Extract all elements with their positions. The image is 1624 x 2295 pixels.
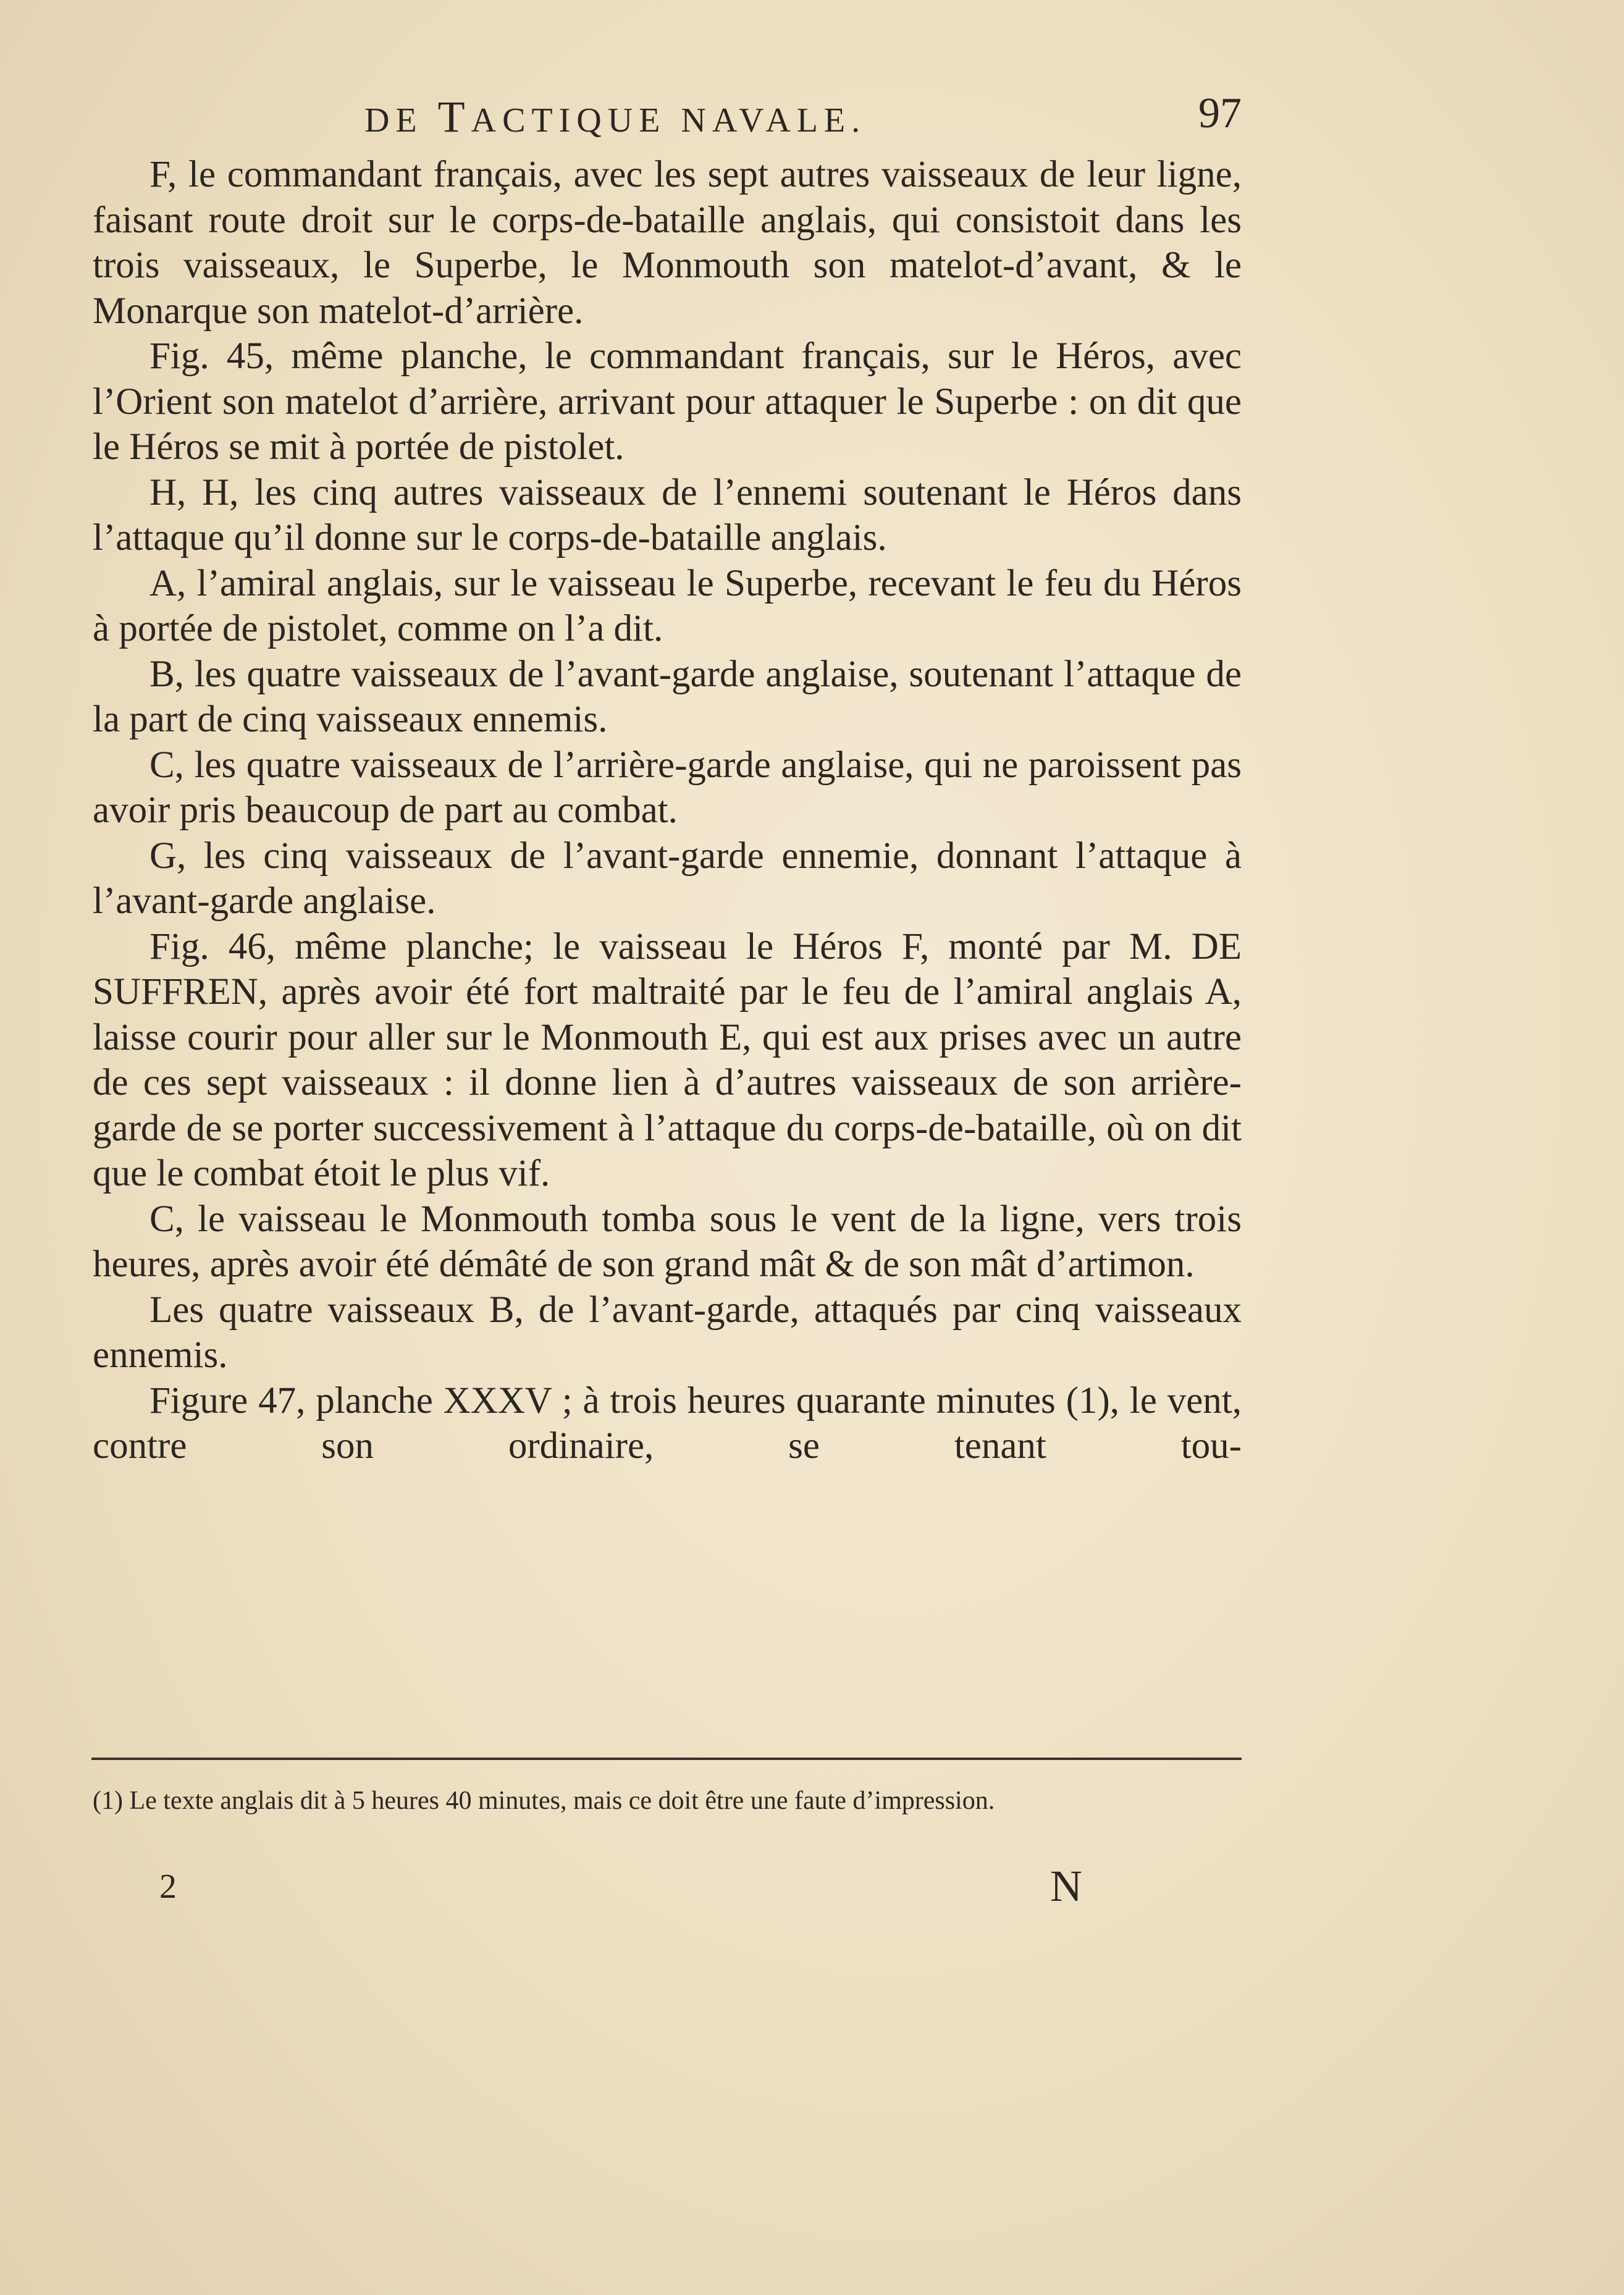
paragraph-9: C, le vaisseau le Monmouth tomba sous le vent de la ligne, vers trois heures, après avoir été démâté de son grand mât & de son mât d’artimon.: [93, 1198, 1242, 1285]
footnote: (1) Le texte anglais dit à 5 heures 40 minutes, mais ce doit être une faute d’impression.: [93, 1787, 995, 1815]
paragraph-1: F, le commandant français, avec les sept autres vaisseaux de leur ligne, faisant route droit sur le corps-de-bataille anglais, qui consistoit dans les trois vaisseaux, le Superbe, le Monmouth son matelot-d’avant, & le Monarque son matelot-d’arrière.: [93, 154, 1242, 332]
paragraph-4: A, l’amiral anglais, sur le vaisseau le Superbe, recevant le feu du Héros à portée de pistolet, comme on l’a dit.: [93, 562, 1242, 649]
running-head: [93, 91, 1242, 147]
footnote-rule: [91, 1758, 1242, 1760]
paragraph-11: Figure 47, planche XXXV ; à trois heures quarante minutes (1), le vent, contre son ordinaire, se tenant tou-: [93, 1379, 1242, 1467]
catchword: N: [1050, 1861, 1082, 1911]
paragraph-5: B, les quatre vaisseaux de l’avant-garde anglaise, soutenant l’attaque de la part de cinq vaisseaux ennemis.: [93, 653, 1242, 740]
running-title-part: DE: [364, 101, 438, 140]
running-title-initial: T: [437, 92, 471, 141]
running-title-rest: ACTIQUE NAVALE.: [471, 101, 867, 140]
page-number: 97: [1198, 90, 1242, 137]
paragraph-2: Fig. 45, même planche, le commandant français, sur le Héros, avec l’Orient son matelot d’arrière, arrivant pour attaquer le Superbe : on dit que le Héros se mit à portée de pistolet.: [93, 335, 1242, 468]
paragraph-7: G, les cinq vaisseaux de l’avant-garde ennemie, donnant l’attaque à l’avant-garde anglaise.: [93, 835, 1242, 922]
body-text: [93, 152, 1242, 1469]
signature-mark: 2: [159, 1868, 177, 1906]
paragraph-8: Fig. 46, même planche; le vaisseau le Héros F, monté par M. DE SUFFREN, après avoir été fort maltraité par le feu de l’amiral anglais A, laisse courir pour aller sur le Monmouth E, qui est aux prises avec un autre de ces sept vaisseaux : il donne lien à d’autres vaisseaux de son arrière-garde de se porter successivement à l’attaque du corps-de-bataille, où on dit que le combat étoit le plus vif.: [93, 925, 1242, 1194]
paragraph-10: Les quatre vaisseaux B, de l’avant-garde, attaqués par cinq vaisseaux ennemis.: [93, 1289, 1242, 1376]
paragraph-6: C, les quatre vaisseaux de l’arrière-garde anglaise, qui ne paroissent pas avoir pris beaucoup de part au combat.: [93, 744, 1242, 831]
paragraph-3: H, H, les cinq autres vaisseaux de l’ennemi soutenant le Héros dans l’attaque qu’il donne sur le corps-de-bataille anglais.: [93, 471, 1242, 558]
running-title: [364, 91, 866, 143]
